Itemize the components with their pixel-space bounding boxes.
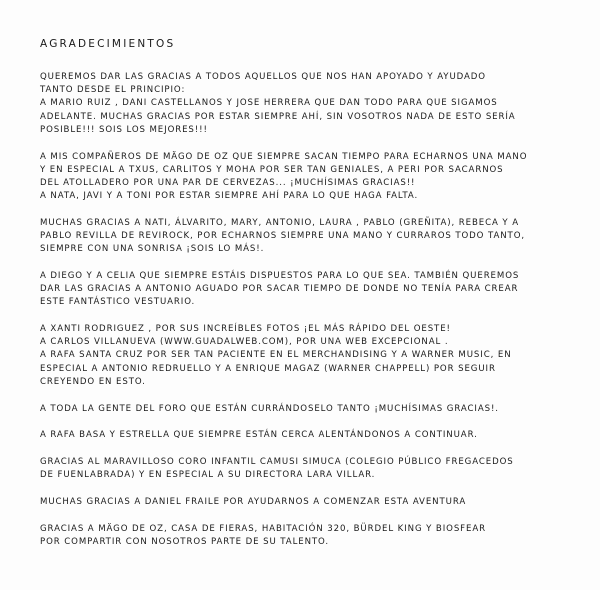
text-line: ESPECIAL A ANTONIO REDRUELLO Y A ENRIQUE MAGAZ (WARNER CHAPPELL) POR SEGUIR [40, 363, 496, 374]
text-line: A DIEGO Y A CELIA QUE SIEMPRE ESTÁIS DISPUESTOS PARA LO QUE SEA. TAMBIÉN QUEREMOS [40, 270, 520, 281]
text-line: A CARLOS VILLANUEVA (WWW.GUADALWEB.COM), POR UNA WEB EXCEPCIONAL . [40, 337, 449, 348]
acknowledgements-text [40, 38, 570, 562]
paragraph-8 [40, 456, 570, 482]
text-line: DEL ATOLLADERO POR UNA PAR DE CERVEZAS... ¡MUCHÍSIMAS GRACIAS!! [40, 177, 416, 188]
paragraph-1 [40, 71, 570, 137]
text-line: PABLO REVILLA DE REVIROCK, POR ECHARNOS SIEMPRE UNA MANO Y CURRAROS TODO TANTO, [40, 231, 526, 242]
page-title: AGRADECIMIENTOS [40, 38, 176, 50]
text-line: ESTE FANTÁSTICO VESTUARIO. [40, 297, 196, 308]
text-line: GRACIAS AL MARAVILLOSO CORO INFANTIL CAMUSI SIMUCA (COLEGIO PÚBLICO FREGACEDOS [40, 456, 514, 467]
text-line: A NATA, JAVI Y A TONI POR ESTAR SIEMPRE AHÍ PARA LO QUE HAGA FALTA. [40, 191, 419, 202]
text-line: A RAFA SANTA CRUZ POR SER TAN PACIENTE EN EL MERCHANDISING Y A WARNER MUSIC, EN [40, 350, 512, 361]
paragraph-2 [40, 151, 570, 204]
text-line: CREYENDO EN ESTO. [40, 376, 146, 387]
text-line: A MARIO RUIZ , DANI CASTELLANOS Y JOSE HERRERA QUE DAN TODO PARA QUE SIGAMOS [40, 98, 498, 109]
text-line: SIEMPRE CON UNA SONRISA ¡SOIS LO MÁS!. [40, 244, 265, 255]
text-line: QUEREMOS DAR LAS GRACIAS A TODOS AQUELLOS QUE NOS HAN APOYADO Y AYUDADO [40, 72, 486, 82]
paragraph-5 [40, 323, 570, 389]
text-line: A XANTI RODRIGUEZ , POR SUS INCREÍBLES FOTOS ¡EL MÁS RÁPIDO DEL OESTE! [40, 324, 451, 335]
paragraph-3 [40, 217, 570, 257]
text-line: Y EN ESPECIAL A TXUS, CARLITOS Y MOHA POR SER TAN GENIALES, A PERI POR SACARNOS [40, 164, 504, 175]
paragraph-9 [40, 496, 570, 509]
text-line: TANTO DESDE EL PRINCIPIO: [40, 85, 186, 96]
text-line: GRACIAS A MÄGO DE OZ, CASA DE FIERAS, HABITACIÓN 320, BÜRDEL KING Y BIOSFEAR [40, 523, 486, 534]
text-line: DE FUENLABRADA) Y EN ESPECIAL A SU DIRECTORA LARA VILLAR. [40, 470, 376, 481]
paragraph-4 [40, 270, 570, 310]
text-line: POR COMPARTIR CON NOSOTROS PARTE DE SU TALENTO. [40, 536, 330, 547]
text-line: A TODA LA GENTE DEL FORO QUE ESTÁN CURRÁNDOSELO TANTO ¡MUCHÍSIMAS GRACIAS!. [40, 403, 499, 414]
text-line: MUCHAS GRACIAS A NATI, ÁLVARITO, MARY, ANTONIO, LAURA , PABLO (GREÑITA), REBECA Y A [40, 217, 519, 228]
text-line: DAR LAS GRACIAS A ANTONIO AGUADO POR SACAR TIEMPO DE DONDE NO TENÍA PARA CREAR [40, 284, 519, 295]
text-line: A MIS COMPAÑEROS DE MÄGO DE OZ QUE SIEMPRE SACAN TIEMPO PARA ECHARNOS UNA MANO [40, 151, 528, 162]
text-line: POSIBLE!!! SOIS LOS MEJORES!!! [40, 124, 208, 135]
paragraph-7 [40, 429, 570, 442]
text-line: A RAFA BASA Y ESTRELLA QUE SIEMPRE ESTÁN CERCA ALENTÁNDONOS A CONTINUAR. [40, 430, 478, 441]
text-line: ADELANTE. MUCHAS GRACIAS POR ESTAR SIEMPRE AHÍ, SIN VOSOTROS NADA DE ESTO SERÍA [40, 111, 516, 122]
text-line: MUCHAS GRACIAS A DANIEL FRAILE POR AYUDARNOS A COMENZAR ESTA AVENTURA [40, 496, 467, 507]
paragraph-10 [40, 523, 570, 549]
paragraph-6 [40, 403, 570, 416]
